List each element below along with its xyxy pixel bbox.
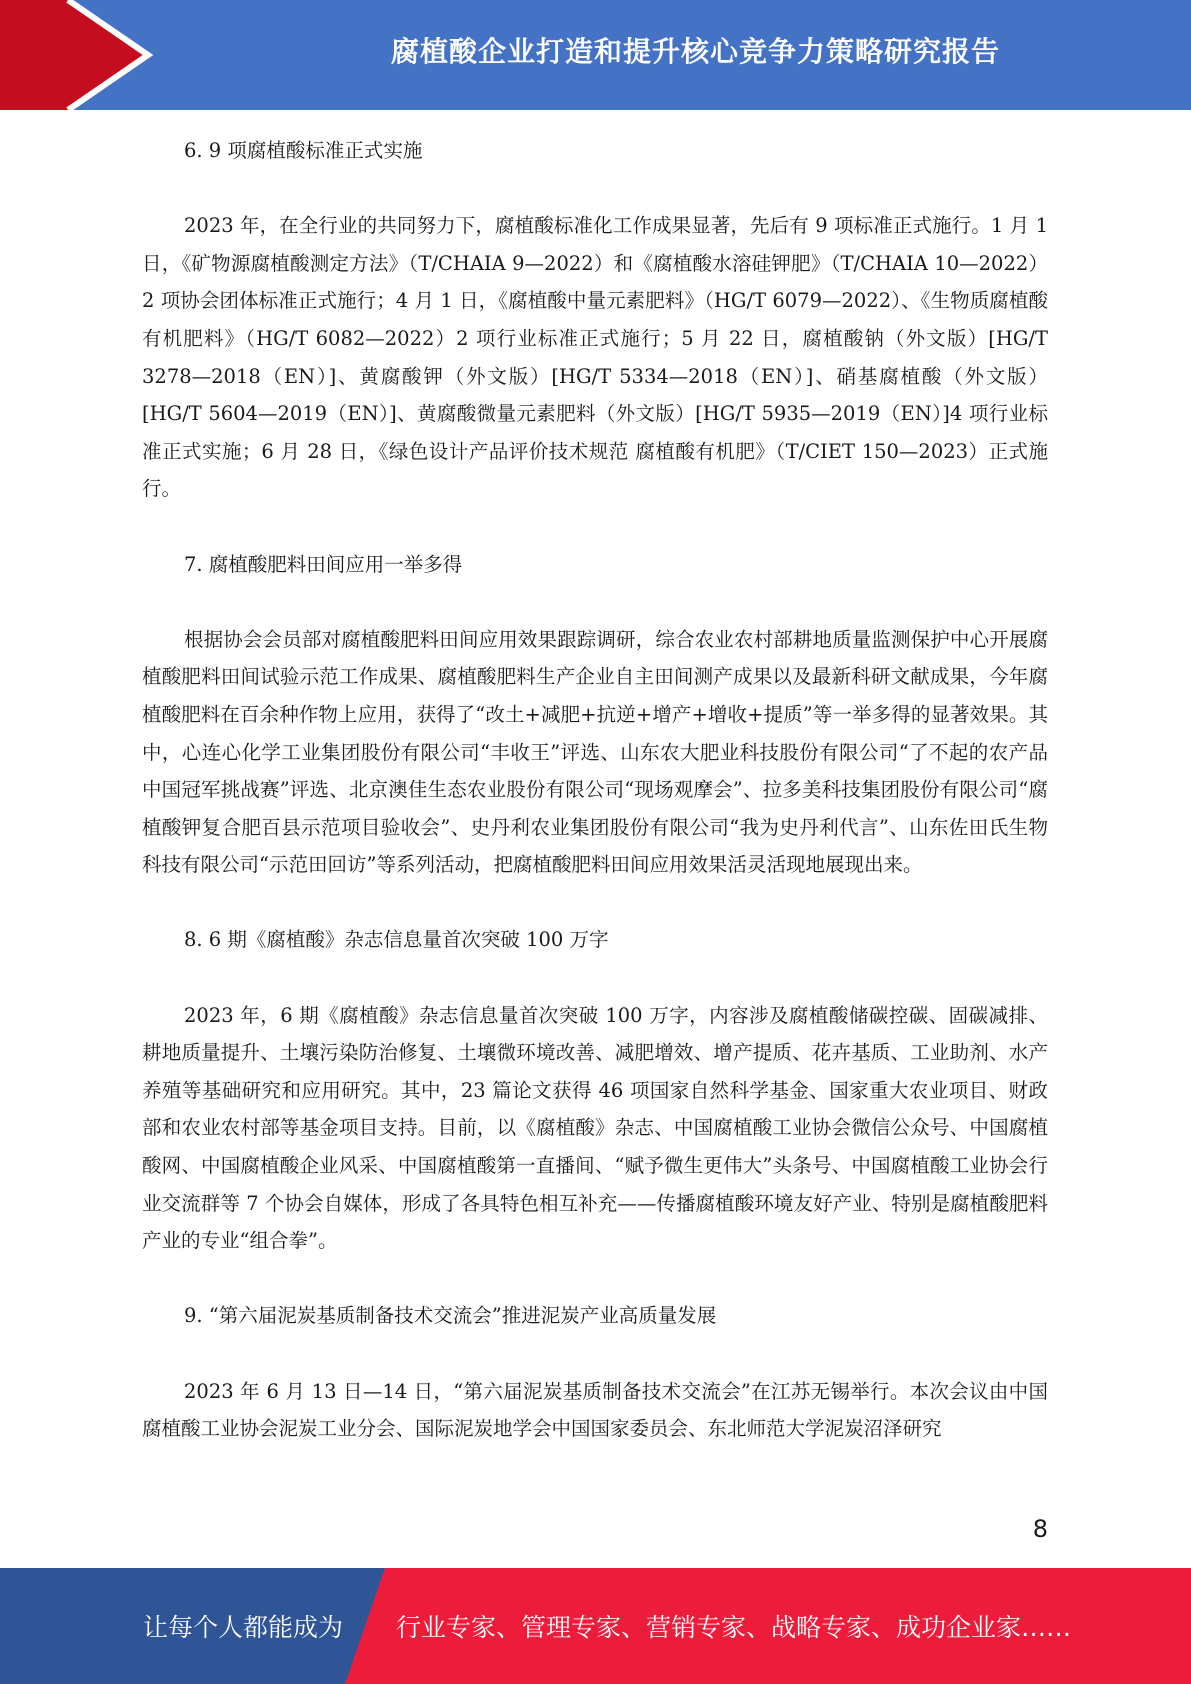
page-footer xyxy=(0,1568,1191,1684)
section-heading: 9. “第六届泥炭基质制备技术交流会”推进泥炭产业高质量发展 xyxy=(184,1304,717,1328)
section-heading: 6. 9 项腐植酸标准正式实施 xyxy=(184,139,423,162)
section-heading: 7. 腐植酸肥料田间应用一举多得 xyxy=(184,552,463,576)
footer-left-text: 让每个人都能成为 xyxy=(143,1613,344,1642)
section-paragraph: 2023 年 6 月 13 日—14 日，“第六届泥炭基质制备技术交流会”在江苏无锡举行。本次会议由中国腐植酸工业协会泥炭工业分会、国际泥炭地学会中国国家委员会、东北师范大学泥炭沼泽研究 xyxy=(142,1379,1048,1441)
section-paragraph: 2023 年，6 期《腐植酸》杂志信息量首次突破 100 万字，内容涉及腐植酸储碳控碳、固碳减排、耕地质量提升、土壤污染防治修复、土壤微环境改善、减肥增效、增产提质、花卉基质、工业助剂、水产养殖等基础研究和应用研究。其中，23 篇论文获得 46 项国家自然科学基金、国家重大农业项目、财政部和农业农村部等基金项目支持。目前，以《腐植酸》杂志、中国腐植酸工业协会微信公众号、中国腐植酸网、中国腐植酸企业风采、中国腐植酸第一直播间、“赋予微生更伟大”头条号、中国腐植酸工业协会行业交流群等 7 个协会自媒体，形成了各具特色相互补充——传播腐植酸环境友好产业、特别是腐植酸肥料产业的专业“组合拳”。 xyxy=(142,1003,1048,1253)
section-paragraph: 2023 年，在全行业的共同努力下，腐植酸标准化工作成果显著，先后有 9 项标准正式施行。1 月 1 日，《矿物源腐植酸测定方法》（T/CHAIA 9—2022）和《腐植酸水溶硅钾肥》（T/CHAIA 10—2022）2 项协会团体标准正式施行；4 月 1 日，《腐植酸中量元素肥料》（HG/T 6079—2022）、《生物质腐植酸有机肥料》（HG/T 6082—2022）2 项行业标准正式施行；5 月 22 日，腐植酸钠（外文版）[HG/T 3278—2018（EN）]、黄腐酸钾（外文版）[HG/T 5334—2018（EN）]、硝基腐植酸（外文版）[HG/T 5604—2019（EN）]、黄腐酸微量元素肥料（外文版）[HG/T 5935—2019（EN）]4 项行业标准正式实施；6 月 28 日，《绿色设计产品评价技术规范 腐植酸有机肥》（T/CIET 150—2023）正式施行。 xyxy=(142,214,1048,501)
page-number: 8 xyxy=(1032,1515,1048,1543)
footer-right-text: 行业专家、管理专家、营销专家、战略专家、成功企业家…… xyxy=(396,1613,1072,1642)
header-title: 腐植酸企业打造和提升核心竞争力策略研究报告 xyxy=(390,35,1000,68)
page-header xyxy=(0,0,1191,110)
section-heading: 8. 6 期《腐植酸》杂志信息量首次突破 100 万字 xyxy=(184,928,609,952)
section-paragraph: 根据协会会员部对腐植酸肥料田间应用效果跟踪调研，综合农业农村部耕地质量监测保护中心开展腐植酸肥料田间试验示范工作成果、腐植酸肥料生产企业自主田间测产成果以及最新科研文献成果，今年腐植酸肥料在百余种作物上应用，获得了“改土+减肥+抗逆+增产+增收+提质”等一举多得的显著效果。其中，心连心化学工业集团股份有限公司“丰收王”评选、山东农大肥业科技股份有限公司“了不起的农产品中国冠军挑战赛”评选、北京澳佳生态农业股份有限公司“现场观摩会”、拉多美科技集团股份有限公司“腐植酸钾复合肥百县示范项目验收会”、史丹利农业集团股份有限公司“我为史丹利代言”、山东佐田氏生物科技有限公司“示范田回访”等系列活动，把腐植酸肥料田间应用效果活灵活现地展现出来。 xyxy=(142,627,1048,877)
document-body xyxy=(142,132,1048,1485)
